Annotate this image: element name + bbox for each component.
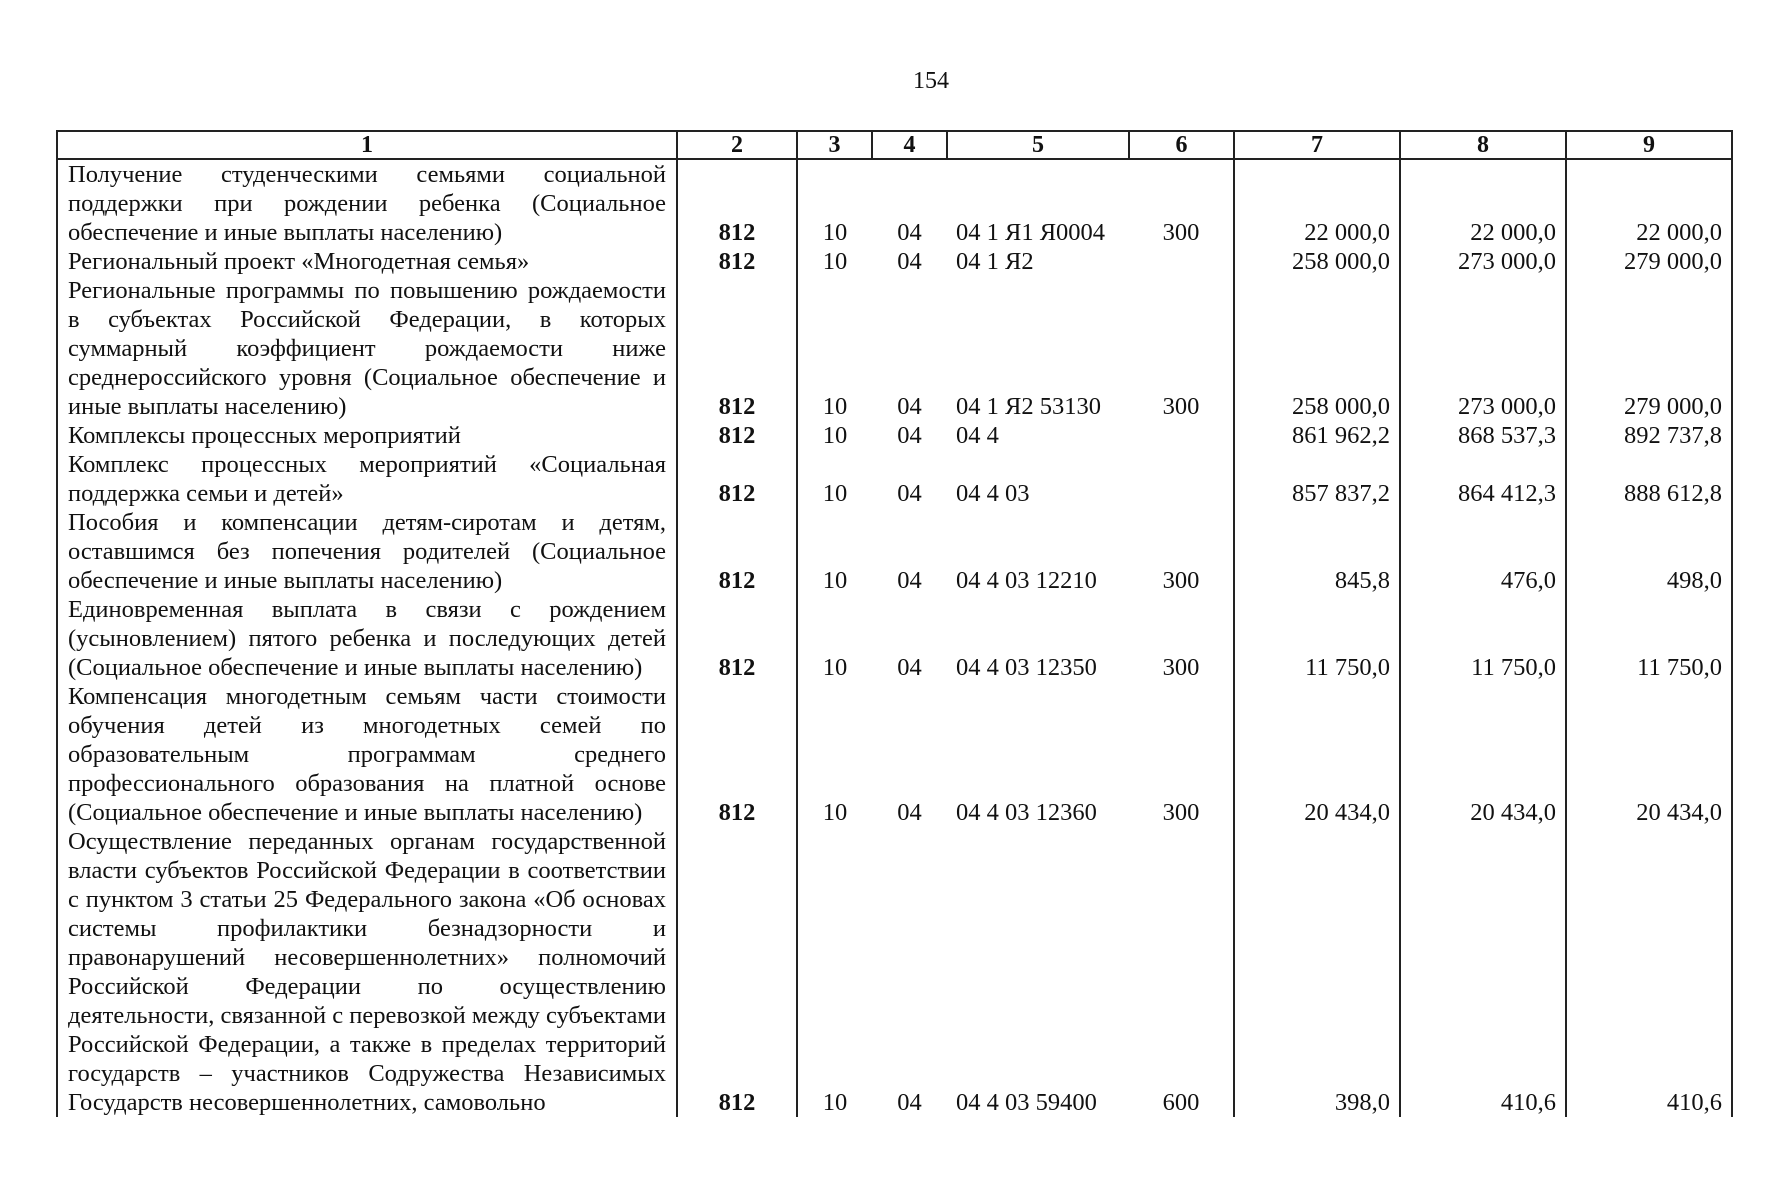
target-article-code: 04 1 Я2 53130 (956, 393, 1101, 420)
amount-col-9: 22 000,0 (1566, 159, 1732, 247)
section-code: 10 (797, 827, 872, 1117)
col-header-3: 3 (797, 131, 872, 159)
row-name: Региональный проект «Многодетная семья» (57, 247, 677, 276)
amount-col-8: 476,0 (1400, 508, 1566, 595)
subsection-code: 04 (897, 1089, 922, 1116)
col-header-8: 8 (1400, 131, 1566, 159)
amount-col-7: 861 962,2 (1234, 421, 1400, 450)
col-header-7: 7 (1234, 131, 1400, 159)
expense-type-code (1129, 450, 1234, 508)
row-name: Компенсация многодетным семьям части стоимости обучения детей из многодетных семей по образовательным программам среднего профессионального образования на платной основе (Социальное обеспечение и иные выплаты населению) (57, 682, 677, 827)
col-header-4: 4 (872, 131, 947, 159)
section-code: 10 (797, 159, 872, 247)
target-article-code: 04 1 Я1 Я0004 (956, 219, 1106, 246)
ministry-code: 812 (677, 827, 797, 1117)
subsection-code: 04 (897, 422, 922, 449)
expense-type-code: 300 (1129, 682, 1234, 827)
expense-type-code (1129, 247, 1234, 276)
amount-col-7: 20 434,0 (1234, 682, 1400, 827)
ministry-code: 812 (677, 595, 797, 682)
amount-col-9: 892 737,8 (1566, 421, 1732, 450)
page-number: 154 (913, 68, 949, 94)
section-code: 10 (797, 450, 872, 508)
ministry-code: 812 (677, 421, 797, 450)
ministry-code: 812 (677, 247, 797, 276)
amount-col-8: 868 537,3 (1400, 421, 1566, 450)
header-row (57, 131, 1732, 159)
table-row (57, 159, 1732, 247)
table-row (57, 682, 1732, 827)
target-article-code: 04 4 03 59400 (956, 1089, 1097, 1116)
subsection-code: 04 (897, 219, 922, 246)
amount-col-7: 845,8 (1234, 508, 1400, 595)
col-header-9: 9 (1566, 131, 1732, 159)
expense-type-code: 300 (1129, 595, 1234, 682)
target-article-code: 04 4 (956, 422, 999, 449)
table-row (57, 247, 1732, 276)
subsection-code: 04 (897, 654, 922, 681)
table-row (57, 421, 1732, 450)
section-code: 10 (797, 682, 872, 827)
col-header-6: 6 (1129, 131, 1234, 159)
budget-table (56, 130, 1733, 1117)
ministry-code: 812 (677, 450, 797, 508)
target-article-code: 04 4 03 (956, 480, 1030, 507)
table-row (57, 595, 1732, 682)
row-name: Комплексы процессных мероприятий (57, 421, 677, 450)
amount-col-8: 11 750,0 (1400, 595, 1566, 682)
amount-col-9: 11 750,0 (1566, 595, 1732, 682)
ministry-code: 812 (677, 682, 797, 827)
table-row (57, 276, 1732, 421)
col-header-2: 2 (677, 131, 797, 159)
row-name: Осуществление переданных органам государственной власти субъектов Российской Федерации в соответствии с пунктом 3 статьи 25 Федерального закона «Об основах системы профилактики безнадзорности и правонарушений несовершеннолетних» полномочий Российской Федерации по осуществлению деятельности, связанной с перевозкой между субъектами Российской Федерации, а также в пределах территорий государств – участников Содружества Независимых Государств несовершеннолетних, самовольно (57, 827, 677, 1117)
table-row (57, 508, 1732, 595)
target-article-code: 04 4 03 12210 (956, 567, 1097, 594)
ministry-code: 812 (677, 276, 797, 421)
section-code: 10 (797, 421, 872, 450)
target-article-code: 04 4 03 12360 (956, 799, 1097, 826)
amount-col-7: 258 000,0 (1234, 247, 1400, 276)
expense-type-code: 600 (1129, 827, 1234, 1117)
subsection-code: 04 (897, 480, 922, 507)
table-row (57, 450, 1732, 508)
amount-col-8: 410,6 (1400, 827, 1566, 1117)
expense-type-code (1129, 421, 1234, 450)
expense-type-code: 300 (1129, 159, 1234, 247)
table-row (57, 827, 1732, 1117)
section-code: 10 (797, 276, 872, 421)
row-name: Комплекс процессных мероприятий «Социальная поддержка семьи и детей» (57, 450, 677, 508)
subsection-code: 04 (897, 567, 922, 594)
subsection-code: 04 (897, 799, 922, 826)
col-header-1: 1 (57, 131, 677, 159)
expense-type-code: 300 (1129, 508, 1234, 595)
row-name: Пособия и компенсации детям-сиротам и детям, оставшимся без попечения родителей (Социальное обеспечение и иные выплаты населению) (57, 508, 677, 595)
amount-col-9: 279 000,0 (1566, 276, 1732, 421)
row-name: Получение студенческими семьями социальной поддержки при рождении ребенка (Социальное обеспечение и иные выплаты населению) (57, 159, 677, 247)
amount-col-7: 258 000,0 (1234, 276, 1400, 421)
amount-col-9: 410,6 (1566, 827, 1732, 1117)
amount-col-7: 11 750,0 (1234, 595, 1400, 682)
section-code: 10 (797, 247, 872, 276)
row-name: Региональные программы по повышению рождаемости в субъектах Российской Федерации, в которых суммарный коэффициент рождаемости ниже среднероссийского уровня (Социальное обеспечение и иные выплаты населению) (57, 276, 677, 421)
ministry-code: 812 (677, 159, 797, 247)
amount-col-7: 398,0 (1234, 827, 1400, 1117)
amount-col-9: 888 612,8 (1566, 450, 1732, 508)
amount-col-7: 857 837,2 (1234, 450, 1400, 508)
section-code: 10 (797, 508, 872, 595)
amount-col-7: 22 000,0 (1234, 159, 1400, 247)
row-name: Единовременная выплата в связи с рождением (усыновлением) пятого ребенка и последующих детей (Социальное обеспечение и иные выплаты населению) (57, 595, 677, 682)
ministry-code: 812 (677, 508, 797, 595)
amount-col-8: 864 412,3 (1400, 450, 1566, 508)
amount-col-8: 20 434,0 (1400, 682, 1566, 827)
target-article-code: 04 4 03 12350 (956, 654, 1097, 681)
col-header-5: 5 (947, 131, 1129, 159)
amount-col-9: 20 434,0 (1566, 682, 1732, 827)
amount-col-8: 273 000,0 (1400, 247, 1566, 276)
amount-col-8: 22 000,0 (1400, 159, 1566, 247)
amount-col-9: 498,0 (1566, 508, 1732, 595)
subsection-code: 04 (897, 393, 922, 420)
section-code: 10 (797, 595, 872, 682)
expense-type-code: 300 (1129, 276, 1234, 421)
amount-col-8: 273 000,0 (1400, 276, 1566, 421)
subsection-code: 04 (897, 248, 922, 275)
amount-col-9: 279 000,0 (1566, 247, 1732, 276)
target-article-code: 04 1 Я2 (956, 248, 1034, 275)
